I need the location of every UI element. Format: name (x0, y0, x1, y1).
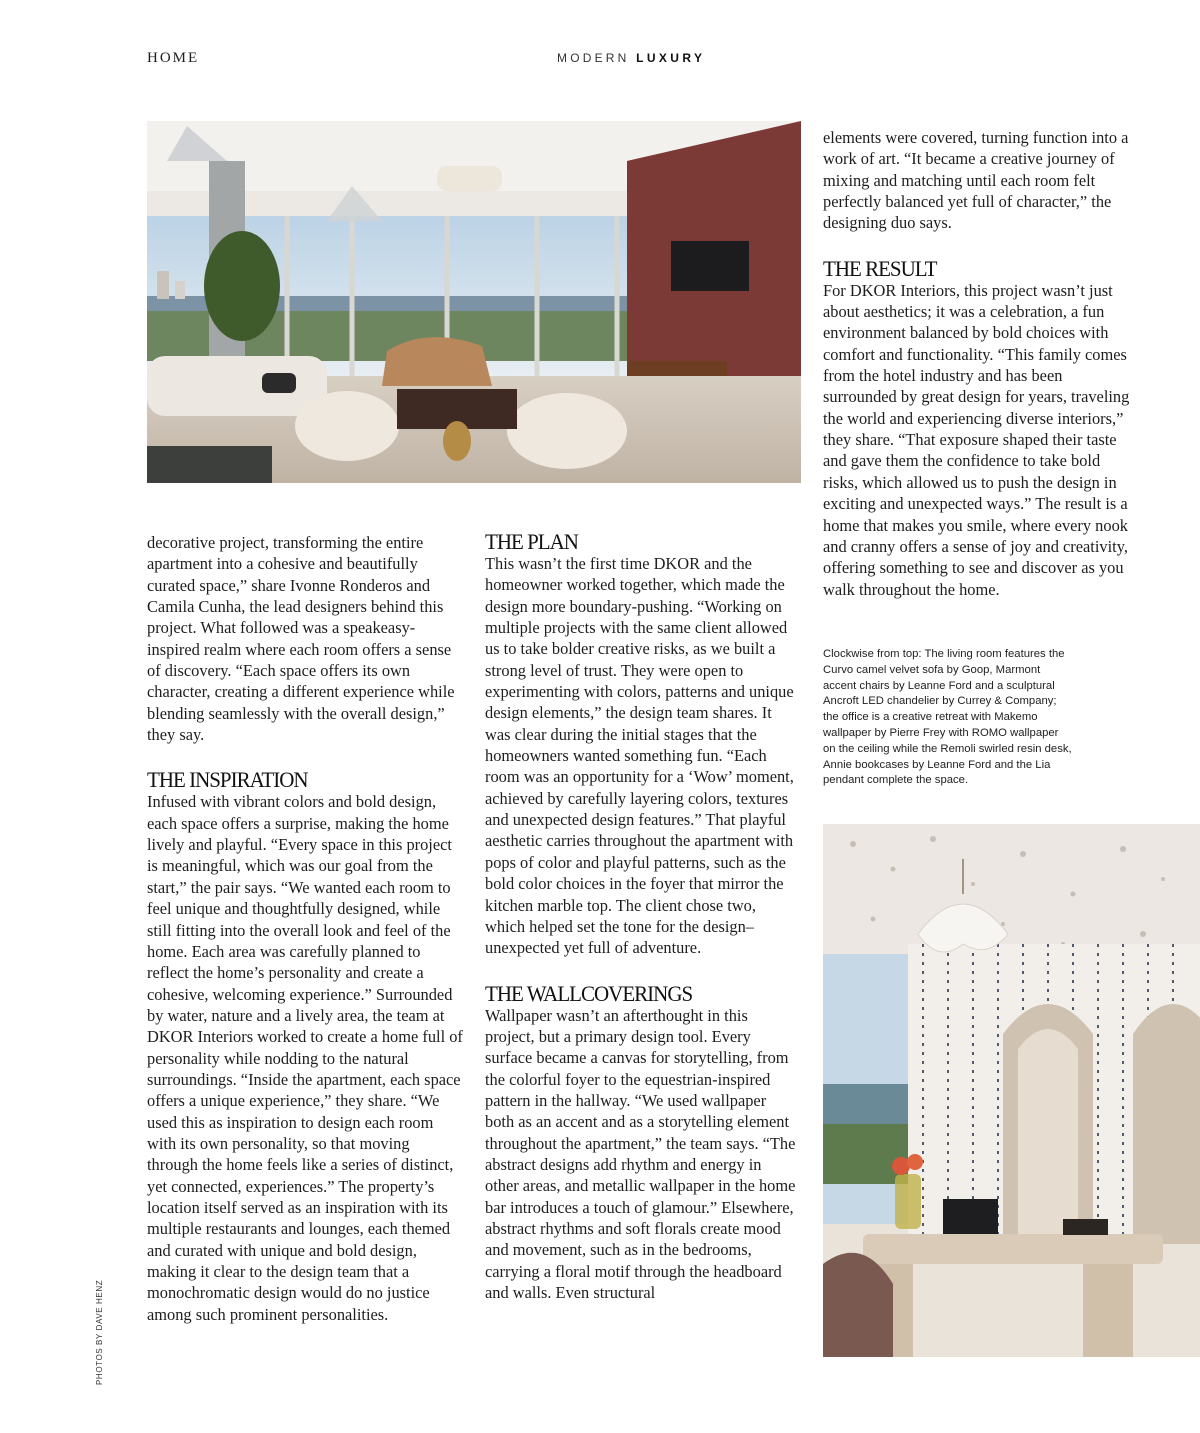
body-paragraph: decorative project, transforming the entire apartment into a cohesive and beautifully curated space,” share Ivonne Ronderos and Camila Cunha, the lead designers behind this project. What followed was a speakeasy-inspired realm where each room offers a sense of discovery. “Each space offers its own character, creating a different experience while blending seamlessly with the overall design,” they say. (147, 533, 455, 745)
heading-the-inspiration: THE INSPIRATION (147, 767, 308, 793)
body-paragraph: Wallpaper wasn’t an afterthought in this project, but a primary design tool. Every surface became a canvas for storytelling, from the colorful foyer to the equestrian-inspired pattern in the hallway. “We used wallpaper both as an accent and as a storytelling element throughout the apartment,” the team says. “The abstract designs add rhythm and energy in other areas, and metallic wallpaper in the home bar introduces a touch of glamour.” Elsewhere, abstract rhythms and soft florals create mood and movement, such as in the bedrooms, carrying a floral motif through the headboard and walls. Even structural (485, 1005, 796, 1302)
photo-credit: PHOTOS BY DAVE HENZ (95, 1279, 104, 1385)
office-photo (823, 824, 1200, 1357)
masthead-bold: LUXURY (636, 51, 706, 65)
body-paragraph: This wasn’t the first time DKOR and the homeowner worked together, which made the design more boundary-pushing. “Working on multiple projects with the same client allowed us to take bolder creative risks, as we built a strong level of trust. They were open to experimenting with colors, patterns and unique design elements,” the design team shares. It was clear during the initial stages that the homeowners wanted something fun. “Each room was an opportunity for a ‘Wow’ moment, achieved by carefully layering colors, textures and unexpected design features.” That playful aesthetic carries throughout the apartment with pops of color and playful patterns, such as the bold color choices in the foyer that mirror the kitchen marble top. The client chose two, which helped set the tone for the design–unexpected yet full of adventure. (485, 554, 794, 958)
living-room-photo (147, 121, 801, 483)
heading-the-result: THE RESULT (823, 255, 937, 281)
body-paragraph: For DKOR Interiors, this project wasn’t just about aesthetics; it was a celebration, a fun environment balanced by bold choices with comfort and functionality. “This family comes from the hotel industry and has been surrounded by great design for years, traveling the world and experiencing diverse interiors,” they share. “That exposure shaped their taste and gave them the confidence to take bold risks, which allowed us to push the design in exciting and unexpected ways.” The result is a home that makes you smile, where every nook and cranny offers a sense of joy and creativity, offering something to see and discover as you walk throughout the home. (823, 280, 1130, 599)
column-1 (147, 532, 463, 1325)
masthead-logo (557, 51, 705, 65)
body-paragraph: elements were covered, turning function into a work of art. “It became a creative journey of mixing and matching until each room felt perfectly balanced yet full of character,” the designing duo says. (823, 128, 1129, 233)
column-2 (485, 529, 797, 1303)
heading-the-plan: THE PLAN (485, 529, 578, 555)
section-label: HOME (147, 50, 200, 66)
body-paragraph: Infused with vibrant colors and bold design, each space offers a surprise, making the home lively and playful. “Every space in this project is meaningful, which was our goal from the start,” the pair says. “We wanted each room to feel unique and thoughtfully designed, while still fitting into the overall look and feel of the home. Each area was carefully planned to reflect the home’s personality and create a cohesive, welcoming experience.” Surrounded by water, nature and a lively area, the team at DKOR Interiors worked to create a home full of personality while nodding to the natural surroundings. “Inside the apartment, each space offers a unique experience,” they share. “We used this as inspiration to design each room with its own personality, so that moving through the home feels like a series of distinct, yet connected, experiences.” The property’s location itself served as an inspiration with its multiple restaurants and lounges, each themed and curated with unique and bold design, making it clear to the design team that a monochromatic design would do no justice among such prominent personalities. (147, 792, 463, 1324)
masthead-light: MODERN (557, 51, 630, 65)
heading-the-wallcoverings: THE WALLCOVERINGS (485, 980, 693, 1006)
photo-caption: Clockwise from top: The living room features the Curvo camel velvet sofa by Goop, Marmont accent chairs by Leanne Ford and a sculptural Ancroft LED chandelier by Currey & Company; the office is a creative retreat with Makemo wallpaper by Pierre Frey with ROMO wallpaper on the ceiling while the Remoli swirled resin desk, Annie bookcases by Leanne Ford and the Lia pendant complete the space. (823, 648, 1072, 787)
column-3 (823, 127, 1135, 600)
